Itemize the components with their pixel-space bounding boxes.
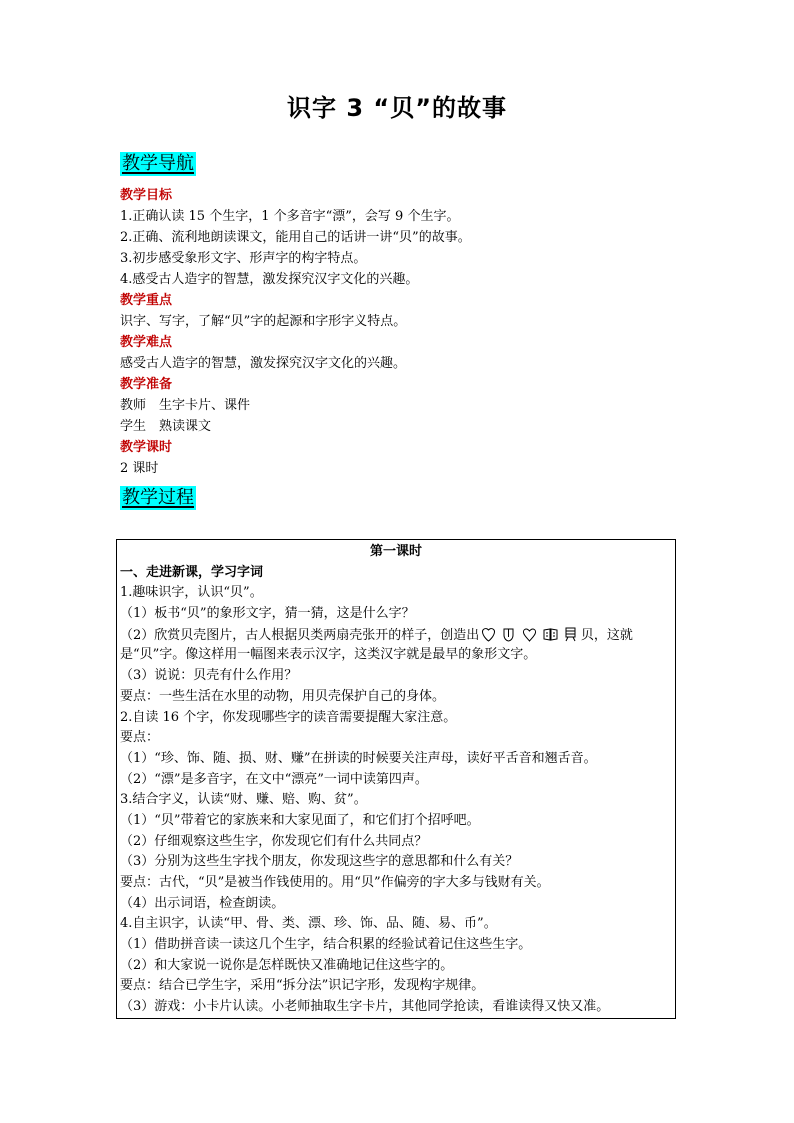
goals-heading: 教学目标 xyxy=(120,188,173,203)
lesson-table xyxy=(116,539,676,1019)
shell-glyph-4-icon xyxy=(543,627,558,642)
lesson-line-with-glyphs xyxy=(120,625,672,646)
lesson-line: 是“贝”字。像这样用一幅图来表示汉字，这类汉字就是最早的象形文字。 xyxy=(120,647,537,663)
lesson-line: （2）和大家说一说你是怎样既快又准确地记住这些字的。 xyxy=(120,957,454,973)
lesson-section-heading: 一、走进新课，学习字词 xyxy=(120,564,264,580)
difficulties-text: 感受古人造字的智慧，激发探究汉字文化的兴趣。 xyxy=(120,356,407,371)
preparation-item: 学生 熟读课文 xyxy=(120,419,212,434)
goal-item: 1.正确认读 15 个生字，1 个多音字“漂”，会写 9 个生字。 xyxy=(120,209,460,224)
goal-item: 4.感受古人造字的智慧，激发探究汉字文化的兴趣。 xyxy=(120,272,419,287)
lesson-title: 第一课时 xyxy=(369,544,422,559)
lesson-line: 要点： xyxy=(120,730,160,746)
lesson-line: 3.结合字义，认读“财、赚、赔、购、贫”。 xyxy=(120,792,367,808)
bei-evolution-glyphs xyxy=(481,625,579,646)
difficulties-heading: 教学难点 xyxy=(120,335,173,350)
lesson-line: （3）游戏：小卡片认读。小老师抽取生字卡片，其他同学抢读，看谁读得又快又准。 xyxy=(120,999,610,1015)
lesson-line-tail: ，这就 xyxy=(593,627,633,643)
lesson-line: 要点：古代，“贝”是被当作钱使用的。用“贝”作偏旁的字大多与钱财有关。 xyxy=(120,875,550,890)
goal-item: 2.正确、流利地朗读课文，能用自己的话讲一讲“贝”的故事。 xyxy=(120,230,471,245)
lesson-line: 1.趣味识字，认识“贝”。 xyxy=(120,585,263,601)
lesson-line: 要点：一些生活在水里的动物，用贝壳保护自己的身体。 xyxy=(120,688,446,704)
lesson-line: （2）“漂”是多音字，在文中“漂亮”一词中读第四声。 xyxy=(120,771,428,787)
hours-heading: 教学课时 xyxy=(120,440,173,455)
page-title: 识字 3 “贝”的故事 xyxy=(287,94,507,122)
shell-glyph-3-icon xyxy=(522,627,537,642)
lesson-line-text: （2）欣赏贝壳图片，古人根据贝类两扇壳张开的样子，创造出 xyxy=(120,627,480,643)
lesson-line: （4）出示词语，检查朗读。 xyxy=(120,895,285,911)
lesson-line: （2）仔细观察这些生字，你发现它们有什么共同点？ xyxy=(120,833,428,849)
lesson-line: （1）“珍、饰、随、损、财、赚”在拼读的时候要关注声母，读好平舌音和翘舌音。 xyxy=(120,750,597,766)
lesson-line: 2.自读 16 个字，你发现哪些字的读音需要提醒大家注意。 xyxy=(120,709,457,725)
goal-item: 3.初步感受象形文字、形声字的构字特点。 xyxy=(120,251,367,266)
key-points-text: 识字、写字，了解“贝”字的起源和字形字义特点。 xyxy=(120,314,407,329)
bei-modern-char: 贝 xyxy=(580,627,594,643)
lesson-line: 要点：结合已学生字，采用“拆分法”识记字形，发现构字规律。 xyxy=(120,978,485,994)
preparation-item: 教师 生字卡片、课件 xyxy=(120,398,251,413)
lesson-line: （1）“贝”带着它的家族来和大家见面了，和它们打个招呼吧。 xyxy=(120,812,480,828)
shell-glyph-2-icon xyxy=(502,627,515,642)
lesson-line: （3）说说：贝壳有什么作用？ xyxy=(120,668,298,684)
lesson-line: 4.自主识字，认读“甲、骨、类、漂、珍、饰、品、随、易、币”。 xyxy=(120,916,497,932)
shell-glyph-5-icon xyxy=(564,627,577,642)
lesson-line: （3）分别为这些生字找个朋友，你发现这些字的意思都和什么有关？ xyxy=(120,854,519,870)
teaching-navigation xyxy=(120,185,680,479)
key-points-heading: 教学重点 xyxy=(120,293,173,308)
lesson-line: （1）借助拼音读一读这几个生字，结合积累的经验试着记住这些生字。 xyxy=(120,937,532,953)
section-heading-navigation: 教学导航 xyxy=(122,153,194,174)
section-heading-process: 教学过程 xyxy=(122,487,194,508)
lesson-line: （1）板书“贝”的象形文字，猜一猜，这是什么字？ xyxy=(120,606,415,622)
hours-text: 2 课时 xyxy=(120,461,159,476)
shell-glyph-1-icon xyxy=(481,627,496,642)
preparation-heading: 教学准备 xyxy=(120,377,173,392)
